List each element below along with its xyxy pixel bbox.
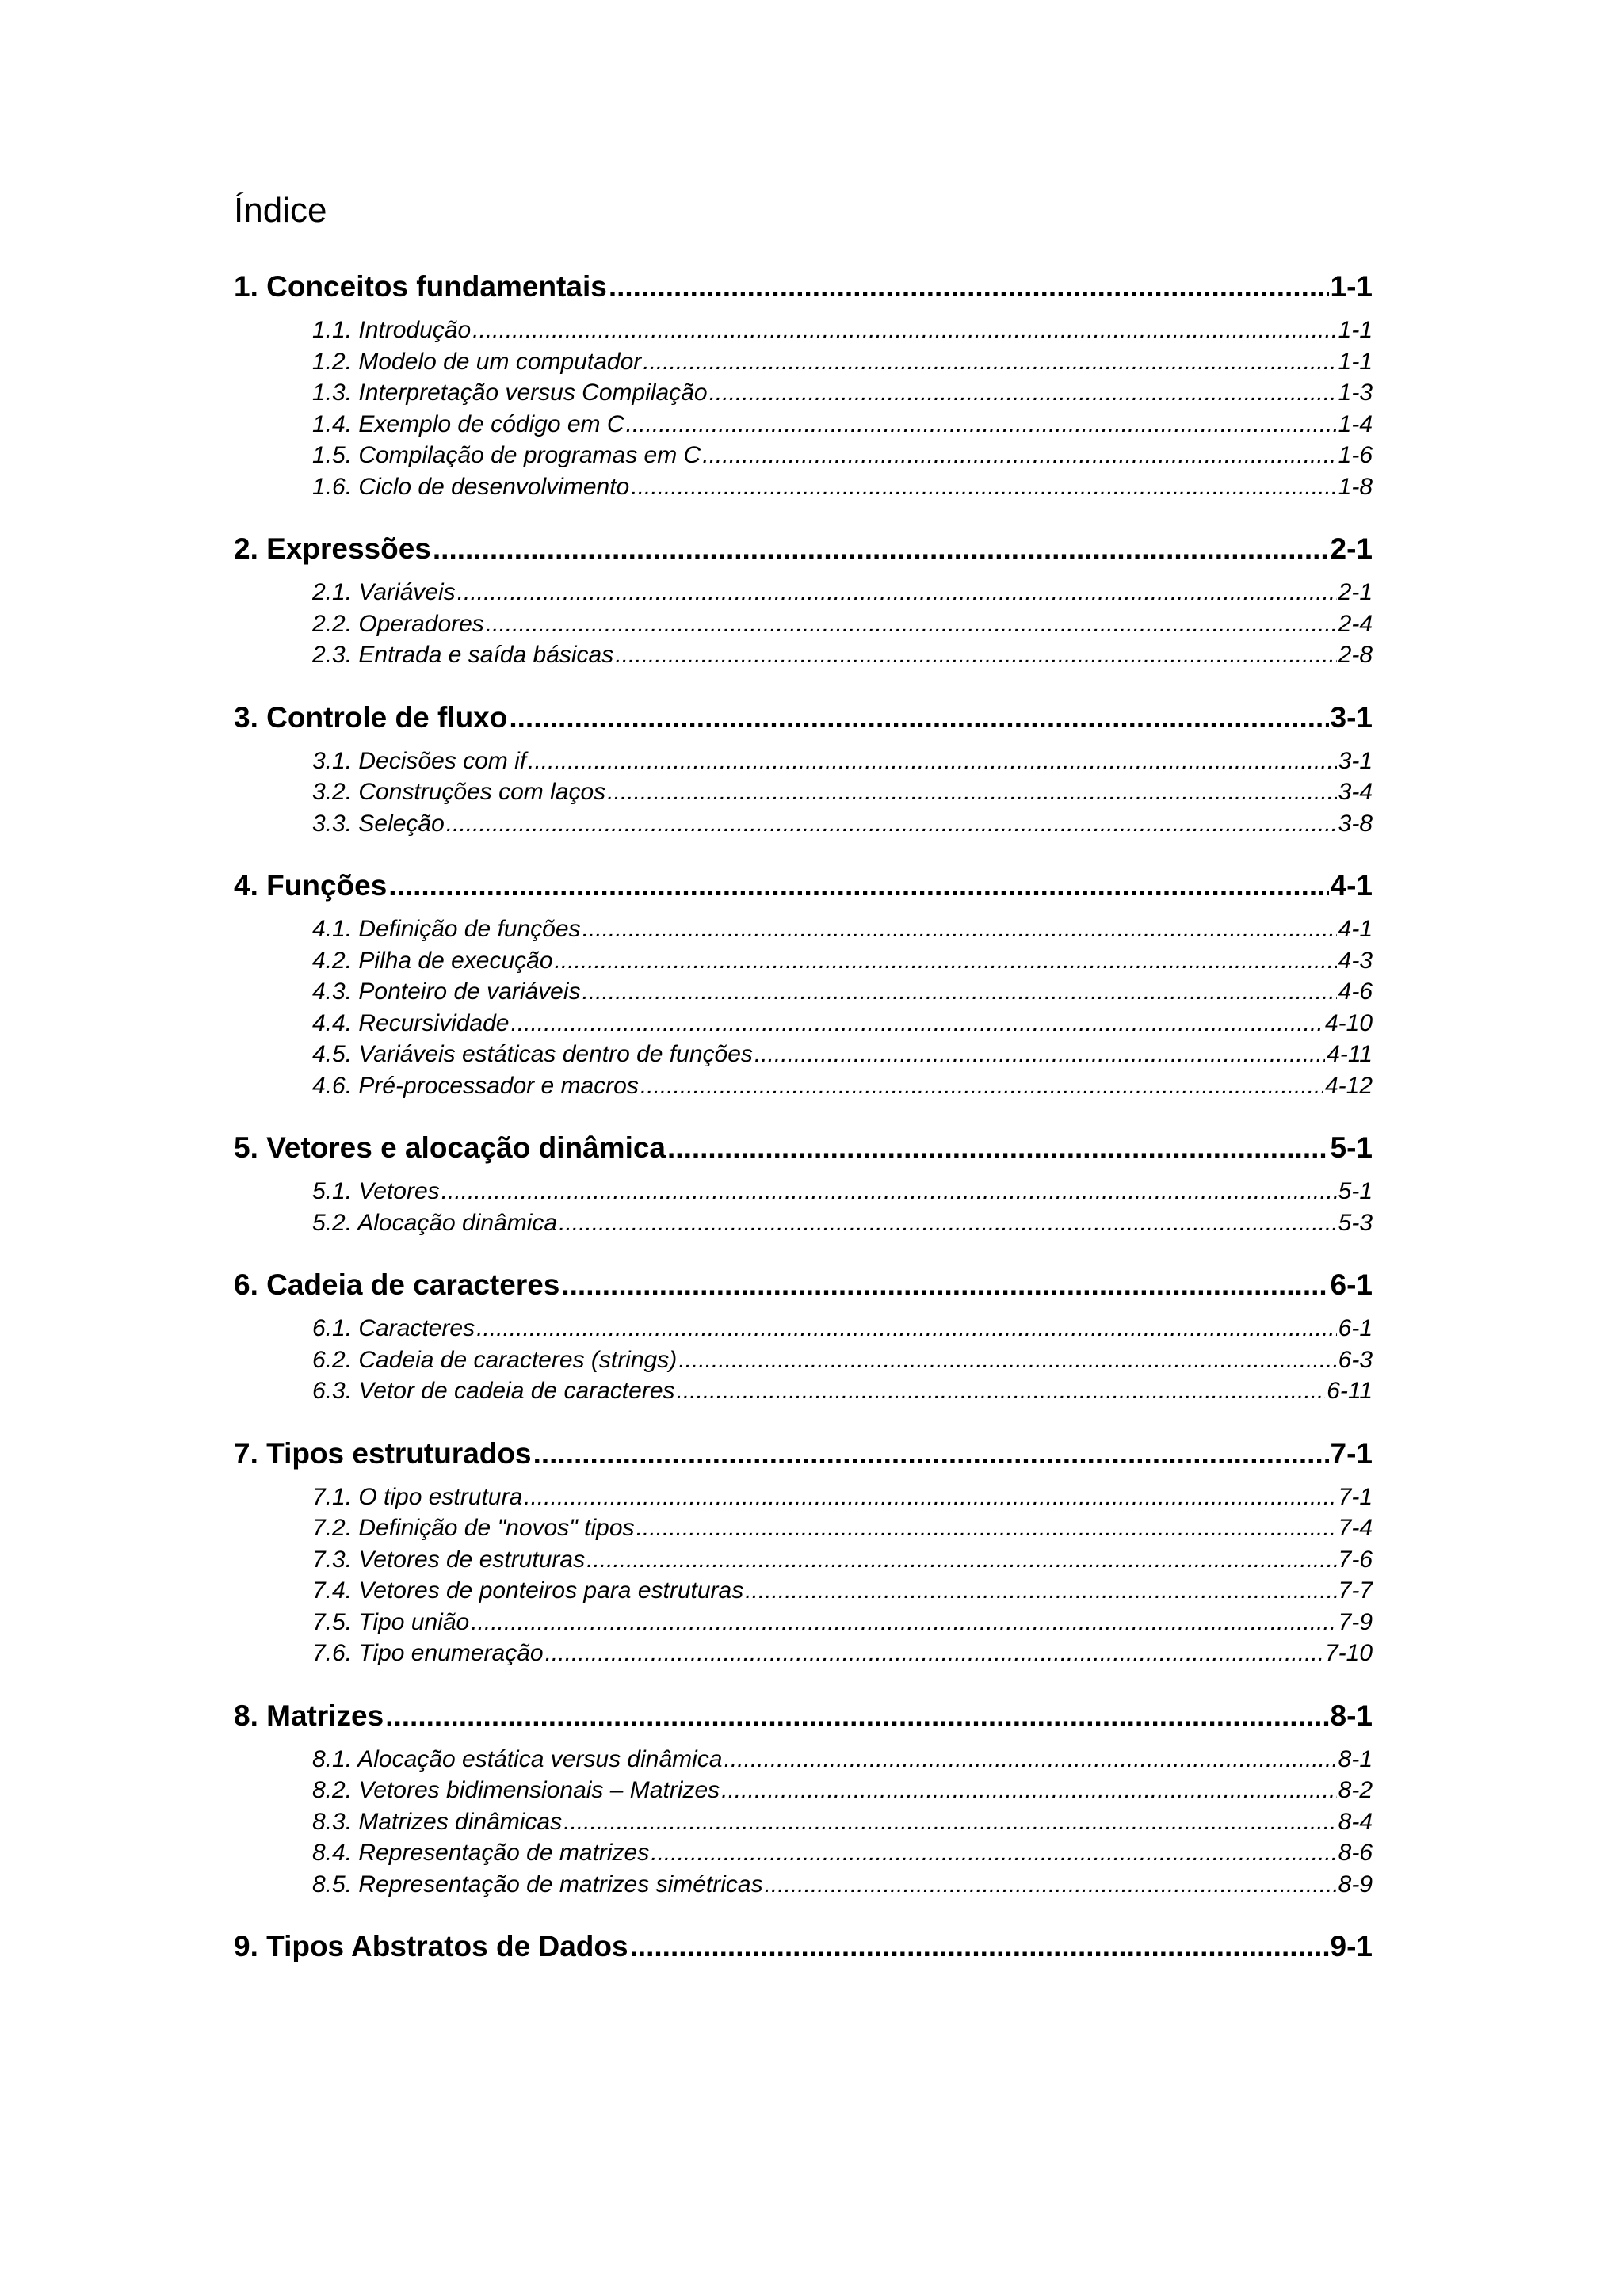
- toc-chapter: [234, 698, 1375, 867]
- section-title: 3.3. Seleção: [312, 810, 445, 837]
- section-list: [312, 1176, 1375, 1238]
- section-title: 5.1. Vetores: [312, 1178, 440, 1204]
- toc-section-entry[interactable]: [312, 1744, 1373, 1775]
- toc-section-entry[interactable]: [312, 1176, 1373, 1207]
- toc-section-entry[interactable]: [312, 1344, 1373, 1376]
- section-page-number: 7-4: [1338, 1515, 1373, 1541]
- dot-leader: [636, 1512, 1337, 1544]
- toc-chapter: [234, 1696, 1375, 1928]
- toc-chapter: [234, 1927, 1375, 1966]
- dot-leader: [486, 608, 1337, 640]
- dot-leader: [388, 866, 1328, 906]
- toc-section-entry[interactable]: [312, 1806, 1373, 1838]
- chapter-page-number: 2-1: [1330, 532, 1373, 565]
- dot-leader: [607, 776, 1336, 808]
- toc-chapter-entry[interactable]: [234, 698, 1373, 738]
- toc-section-entry[interactable]: [312, 1607, 1373, 1638]
- section-title: 8.3. Matrizes dinâmicas: [312, 1808, 563, 1835]
- section-page-number: 7-1: [1338, 1483, 1373, 1510]
- dot-leader: [643, 346, 1336, 378]
- toc-section-entry[interactable]: [312, 1207, 1373, 1239]
- section-title: 4.1. Definição de funções: [312, 916, 581, 942]
- dot-leader: [615, 639, 1336, 671]
- toc-section-entry[interactable]: [312, 945, 1373, 977]
- section-page-number: 8-1: [1338, 1745, 1373, 1772]
- dot-leader: [533, 1434, 1329, 1474]
- dot-leader: [457, 577, 1337, 608]
- section-page-number: 4-11: [1327, 1041, 1373, 1067]
- dot-leader: [586, 1544, 1337, 1576]
- dot-leader: [724, 1744, 1337, 1775]
- dot-leader: [678, 1344, 1336, 1376]
- dot-leader: [765, 1869, 1337, 1901]
- section-page-number: 1-1: [1338, 317, 1373, 343]
- section-title: 1.2. Modelo de um computador: [312, 348, 642, 375]
- toc-section-entry[interactable]: [312, 315, 1373, 346]
- section-title: 8.4. Representação de matrizes: [312, 1840, 650, 1866]
- section-title: 8.2. Vetores bidimensionais – Matrizes: [312, 1777, 720, 1803]
- toc-section-entry[interactable]: [312, 746, 1373, 777]
- dot-leader: [626, 409, 1337, 441]
- section-page-number: 1-6: [1338, 442, 1373, 468]
- section-title: 6.1. Caracteres: [312, 1315, 475, 1341]
- dot-leader: [677, 1375, 1326, 1407]
- chapter-title: 2. Expressões: [234, 532, 431, 565]
- dot-leader: [446, 808, 1337, 840]
- table-of-contents: [234, 190, 1375, 1966]
- toc-chapter: [234, 529, 1375, 698]
- section-title: 7.6. Tipo enumeração: [312, 1640, 544, 1666]
- dot-leader: [555, 945, 1337, 977]
- dot-leader: [721, 1775, 1337, 1806]
- chapter-title: 8. Matrizes: [234, 1699, 384, 1732]
- dot-leader: [441, 1176, 1337, 1207]
- dot-leader: [472, 315, 1336, 346]
- dot-leader: [559, 1207, 1337, 1239]
- section-page-number: 4-6: [1338, 978, 1373, 1005]
- toc-chapter: [234, 1434, 1375, 1696]
- toc-section-entry[interactable]: [312, 776, 1373, 808]
- section-page-number: 4-3: [1338, 947, 1373, 974]
- toc-section-entry[interactable]: [312, 976, 1373, 1008]
- toc-section-entry[interactable]: [312, 913, 1373, 945]
- section-page-number: 1-3: [1338, 379, 1373, 406]
- section-page-number: 6-3: [1338, 1346, 1373, 1373]
- toc-section-entry[interactable]: [312, 346, 1373, 378]
- section-title: 7.4. Vetores de ponteiros para estruturas: [312, 1577, 744, 1604]
- chapter-spacer: [234, 1669, 1375, 1696]
- toc-chapter: [234, 1265, 1375, 1434]
- toc-section-entry[interactable]: [312, 471, 1373, 503]
- dot-leader: [561, 1265, 1328, 1305]
- toc-chapter-entry[interactable]: [234, 866, 1373, 906]
- dot-leader: [582, 913, 1337, 945]
- section-title: 7.2. Definição de "novos" tipos: [312, 1515, 635, 1541]
- chapter-list: [234, 267, 1375, 1966]
- section-title: 6.2. Cadeia de caracteres (strings): [312, 1346, 678, 1373]
- toc-section-entry[interactable]: [312, 1313, 1373, 1344]
- section-title: 4.3. Ponteiro de variáveis: [312, 978, 581, 1005]
- toc-section-entry[interactable]: [312, 1482, 1373, 1513]
- dot-leader: [471, 1607, 1336, 1638]
- section-page-number: 7-9: [1338, 1608, 1373, 1635]
- chapter-title: 9. Tipos Abstratos de Dados: [234, 1930, 628, 1962]
- toc-chapter-entry[interactable]: [234, 1128, 1373, 1168]
- section-list: [312, 1482, 1375, 1669]
- chapter-page-number: 6-1: [1330, 1268, 1373, 1301]
- section-page-number: 8-4: [1338, 1808, 1373, 1835]
- dot-leader: [545, 1638, 1323, 1669]
- toc-chapter: [234, 1128, 1375, 1265]
- dot-leader: [582, 976, 1337, 1008]
- section-page-number: 4-12: [1324, 1072, 1373, 1099]
- section-page-number: 4-10: [1324, 1009, 1373, 1036]
- section-list: [312, 746, 1375, 840]
- chapter-page-number: 3-1: [1330, 700, 1373, 734]
- section-title: 7.1. O tipo estrutura: [312, 1483, 523, 1510]
- section-title: 4.2. Pilha de execução: [312, 947, 553, 974]
- section-list: [312, 1313, 1375, 1407]
- section-page-number: 6-11: [1327, 1378, 1373, 1404]
- toc-section-entry[interactable]: [312, 1375, 1373, 1407]
- section-page-number: 7-10: [1324, 1640, 1373, 1666]
- toc-chapter-entry[interactable]: [234, 1927, 1373, 1966]
- section-title: 2.2. Operadores: [312, 610, 484, 637]
- section-title: 4.5. Variáveis estáticas dentro de funções: [312, 1041, 753, 1067]
- chapter-spacer: [234, 671, 1375, 698]
- dot-leader: [563, 1806, 1337, 1838]
- section-page-number: 4-1: [1338, 916, 1373, 942]
- dot-leader: [433, 529, 1329, 569]
- chapter-page-number: 8-1: [1330, 1699, 1373, 1732]
- toc-section-entry[interactable]: [312, 1837, 1373, 1869]
- section-list: [312, 1744, 1375, 1901]
- dot-leader: [702, 440, 1336, 471]
- toc-chapter-entry[interactable]: [234, 1434, 1373, 1474]
- section-page-number: 8-9: [1338, 1871, 1373, 1897]
- section-list: [312, 913, 1375, 1101]
- toc-section-entry[interactable]: [312, 639, 1373, 671]
- chapter-title: 3. Controle de fluxo: [234, 700, 508, 734]
- section-page-number: 2-4: [1338, 610, 1373, 637]
- toc-chapter: [234, 866, 1375, 1128]
- section-title: 8.1. Alocação estática versus dinâmica: [312, 1745, 723, 1772]
- chapter-page-number: 1-1: [1330, 270, 1373, 303]
- dot-leader: [510, 1008, 1323, 1039]
- section-page-number: 7-7: [1338, 1577, 1373, 1604]
- chapter-page-number: 7-1: [1330, 1436, 1373, 1470]
- section-title: 3.1. Decisões com if: [312, 747, 527, 774]
- section-title: 1.4. Exemplo de código em C: [312, 410, 624, 437]
- toc-section-entry[interactable]: [312, 608, 1373, 640]
- toc-section-entry[interactable]: [312, 1638, 1373, 1669]
- chapter-spacer: [234, 1238, 1375, 1265]
- section-page-number: 3-4: [1338, 779, 1373, 805]
- toc-chapter-entry[interactable]: [234, 1265, 1373, 1305]
- section-title: 6.3. Vetor de cadeia de caracteres: [312, 1378, 675, 1404]
- dot-leader: [528, 746, 1337, 777]
- chapter-spacer: [234, 502, 1375, 529]
- dot-leader: [754, 1039, 1325, 1070]
- section-page-number: 8-6: [1338, 1840, 1373, 1866]
- toc-chapter-entry[interactable]: [234, 529, 1373, 569]
- toc-chapter-entry[interactable]: [234, 1696, 1373, 1736]
- section-page-number: 6-1: [1338, 1315, 1373, 1341]
- toc-section-entry[interactable]: [312, 1512, 1373, 1544]
- chapter-title: 1. Conceitos fundamentais: [234, 270, 607, 303]
- section-title: 4.6. Pré-processador e macros: [312, 1072, 639, 1099]
- section-title: 8.5. Representação de matrizes simétricas: [312, 1871, 763, 1897]
- section-title: 2.3. Entrada e saída básicas: [312, 642, 614, 668]
- dot-leader: [630, 1927, 1329, 1966]
- chapter-spacer: [234, 1900, 1375, 1927]
- chapter-page-number: 4-1: [1330, 869, 1373, 902]
- dot-leader: [651, 1837, 1336, 1869]
- section-title: 3.2. Construções com laços: [312, 779, 606, 805]
- dot-leader: [667, 1128, 1329, 1168]
- section-page-number: 1-8: [1338, 473, 1373, 500]
- toc-section-entry[interactable]: [312, 577, 1373, 608]
- page-title: Índice: [234, 191, 327, 230]
- section-page-number: 5-3: [1338, 1209, 1373, 1236]
- dot-leader: [745, 1575, 1336, 1607]
- chapter-title: 6. Cadeia de caracteres: [234, 1268, 560, 1301]
- section-page-number: 2-1: [1338, 579, 1373, 605]
- dot-leader: [385, 1696, 1328, 1736]
- chapter-page-number: 9-1: [1330, 1930, 1373, 1962]
- section-page-number: 3-8: [1338, 810, 1373, 837]
- toc-section-entry[interactable]: [312, 440, 1373, 471]
- section-list: [312, 577, 1375, 671]
- section-title: 1.3. Interpretação versus Compilação: [312, 379, 708, 406]
- chapter-spacer: [234, 1101, 1375, 1128]
- chapter-title: 4. Funções: [234, 869, 388, 902]
- section-page-number: 3-1: [1338, 747, 1373, 774]
- section-title: 5.2. Alocação dinâmica: [312, 1209, 558, 1236]
- dot-leader: [709, 377, 1337, 409]
- section-page-number: 7-6: [1338, 1546, 1373, 1573]
- dot-leader: [476, 1313, 1337, 1344]
- section-page-number: 2-8: [1338, 642, 1373, 668]
- section-page-number: 1-1: [1338, 348, 1373, 375]
- toc-chapter: [234, 267, 1375, 529]
- toc-section-entry[interactable]: [312, 1008, 1373, 1039]
- section-title: 7.5. Tipo união: [312, 1608, 470, 1635]
- section-title: 2.1. Variáveis: [312, 579, 456, 605]
- dot-leader: [631, 471, 1336, 503]
- toc-section-entry[interactable]: [312, 1575, 1373, 1607]
- section-title: 1.5. Compilação de programas em C: [312, 442, 701, 468]
- toc-section-entry[interactable]: [312, 1544, 1373, 1576]
- chapter-spacer: [234, 1407, 1375, 1434]
- section-page-number: 5-1: [1338, 1178, 1373, 1204]
- section-title: 1.6. Ciclo de desenvolvimento: [312, 473, 630, 500]
- toc-section-entry[interactable]: [312, 808, 1373, 840]
- dot-leader: [640, 1070, 1323, 1102]
- toc-section-entry[interactable]: [312, 1775, 1373, 1806]
- toc-section-entry[interactable]: [312, 1070, 1373, 1102]
- section-title: 4.4. Recursividade: [312, 1009, 510, 1036]
- dot-leader: [609, 267, 1329, 307]
- dot-leader: [524, 1482, 1337, 1513]
- section-title: 7.3. Vetores de estruturas: [312, 1546, 586, 1573]
- chapter-title: 7. Tipos estruturados: [234, 1436, 532, 1470]
- chapter-title: 5. Vetores e alocação dinâmica: [234, 1131, 666, 1164]
- section-page-number: 8-2: [1338, 1777, 1373, 1803]
- chapter-spacer: [234, 839, 1375, 866]
- dot-leader: [509, 698, 1328, 738]
- toc-section-entry[interactable]: [312, 1039, 1373, 1070]
- chapter-page-number: 5-1: [1330, 1131, 1373, 1164]
- toc-section-entry[interactable]: [312, 1869, 1373, 1901]
- section-page-number: 1-4: [1338, 410, 1373, 437]
- toc-section-entry[interactable]: [312, 409, 1373, 441]
- toc-chapter-entry[interactable]: [234, 267, 1373, 307]
- section-title: 1.1. Introdução: [312, 317, 472, 343]
- toc-section-entry[interactable]: [312, 377, 1373, 409]
- section-list: [312, 315, 1375, 502]
